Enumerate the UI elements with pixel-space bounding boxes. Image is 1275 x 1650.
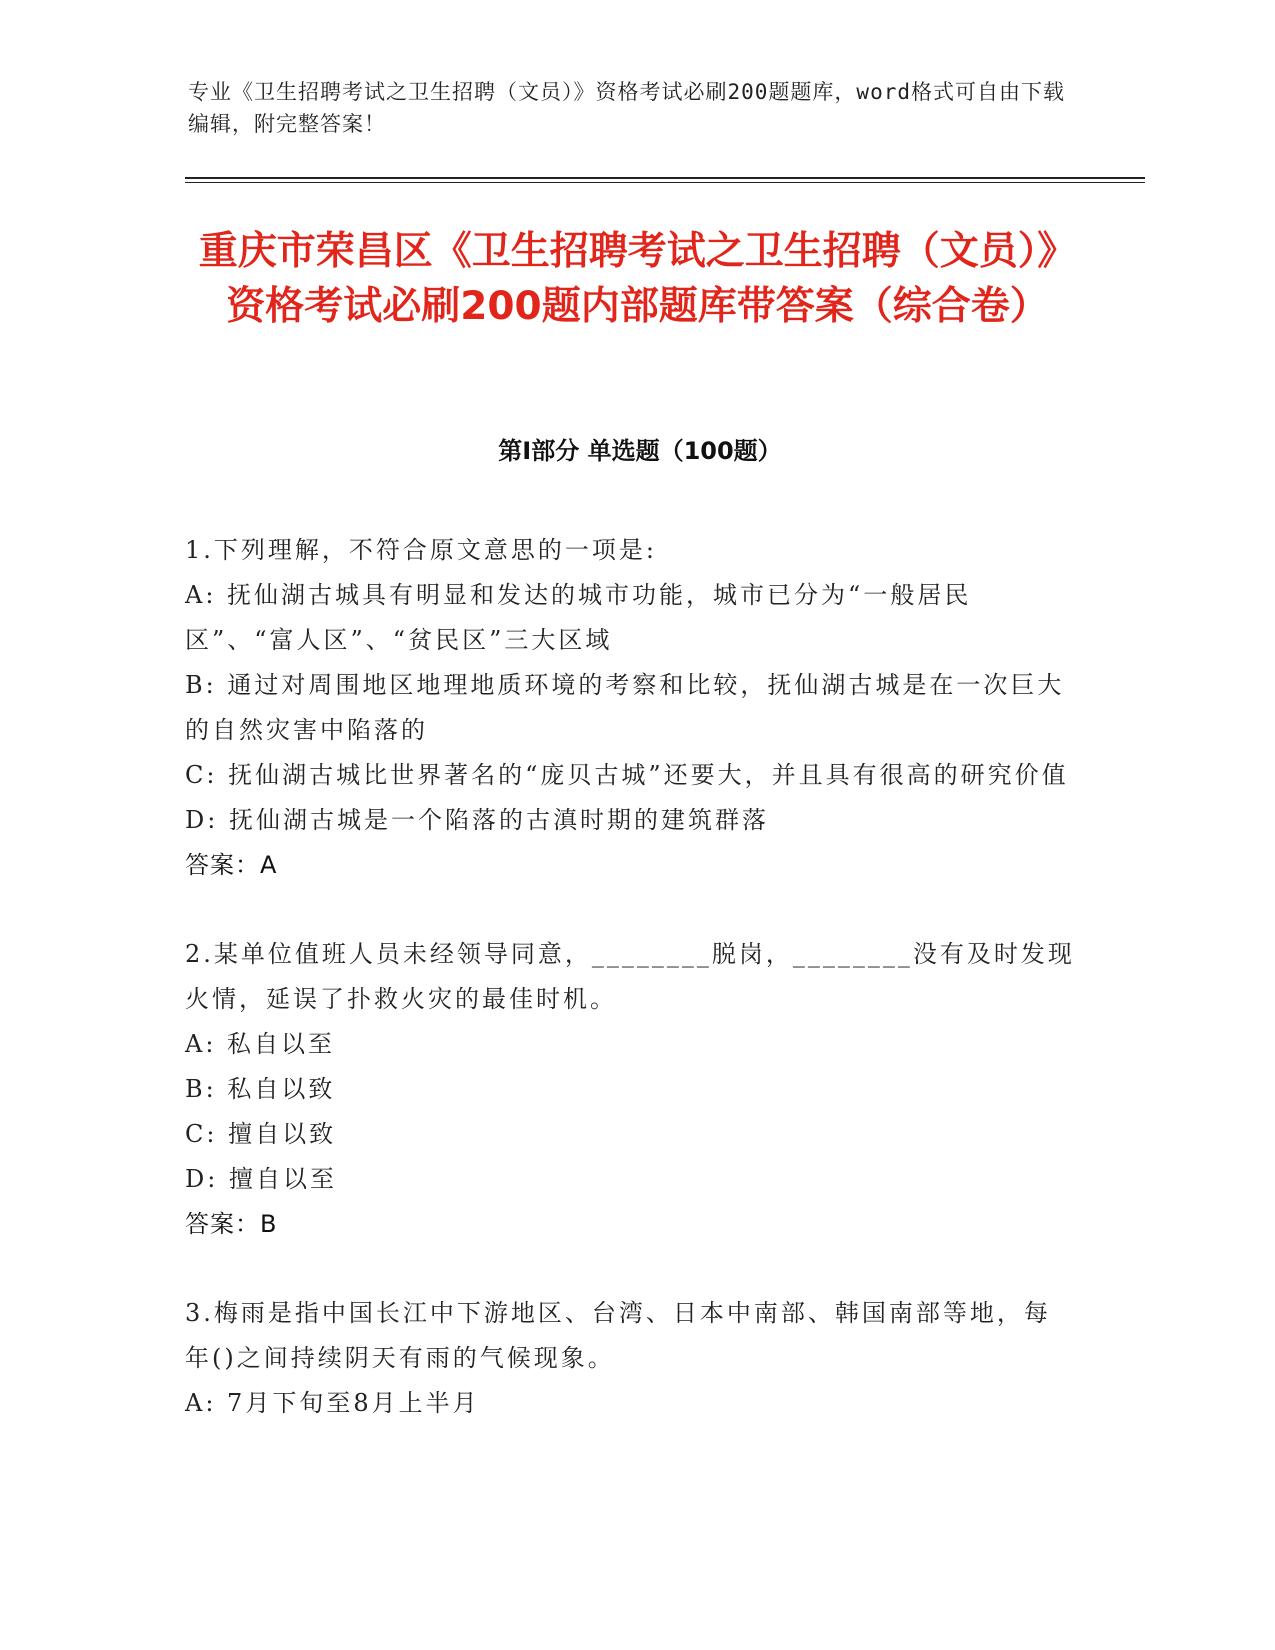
section-heading: 第I部分 单选题（100题）: [498, 437, 782, 465]
option-a: A: 私自以至: [185, 1030, 336, 1058]
answer: 答案：A: [185, 851, 278, 879]
answer: 答案：B: [185, 1210, 278, 1238]
question-stem: 2.某单位值班人员未经领导同意，________脱岗，________没有及时发现火情，延误了扑救火灾的最佳时机。: [185, 940, 1075, 1013]
option-b: B: 私自以致: [185, 1075, 336, 1103]
document-title: 重庆市荣昌区《卫生招聘考试之卫生招聘（文员）》资格考试必刷200题内部题库带答案（综合卷）: [198, 229, 1077, 329]
intro-text: 专业《卫生招聘考试之卫生招聘（文员）》资格考试必刷200题题库，word格式可自由下载编辑，附完整答案！: [188, 80, 1065, 136]
option-c: C: 抚仙湖古城比世界著名的“庞贝古城”还要大，并且具有很高的研究价值: [185, 761, 1069, 789]
question-stem: 1.下列理解，不符合原文意思的一项是:: [185, 536, 657, 564]
option-d: D: 抚仙湖古城是一个陷落的古滇时期的建筑群落: [185, 806, 769, 834]
option-d: D: 擅自以至: [185, 1165, 337, 1193]
option-b: B: 通过对周围地区地理地质环境的考察和比较，抚仙湖古城是在一次巨大的自然灾害中陷落的: [185, 671, 1065, 744]
question-list: [185, 528, 1075, 1470]
question-3: [185, 1291, 1075, 1426]
question-stem: 3.梅雨是指中国长江中下游地区、台湾、日本中南部、韩国南部等地，每年()之间持续阴天有雨的气候现象。: [185, 1299, 1051, 1372]
header-rule-thin: [185, 182, 1145, 183]
option-a: A: 抚仙湖古城具有明显和发达的城市功能，城市已分为“一般居民区”、“富人区”、“贫民区”三大区域: [185, 581, 972, 654]
header-rule-thick: [185, 177, 1145, 179]
option-c: C: 擅自以致: [185, 1120, 337, 1148]
question-2: [185, 932, 1075, 1247]
question-1: [185, 528, 1075, 888]
option-a: A: 7月下旬至8月上半月: [185, 1389, 480, 1417]
